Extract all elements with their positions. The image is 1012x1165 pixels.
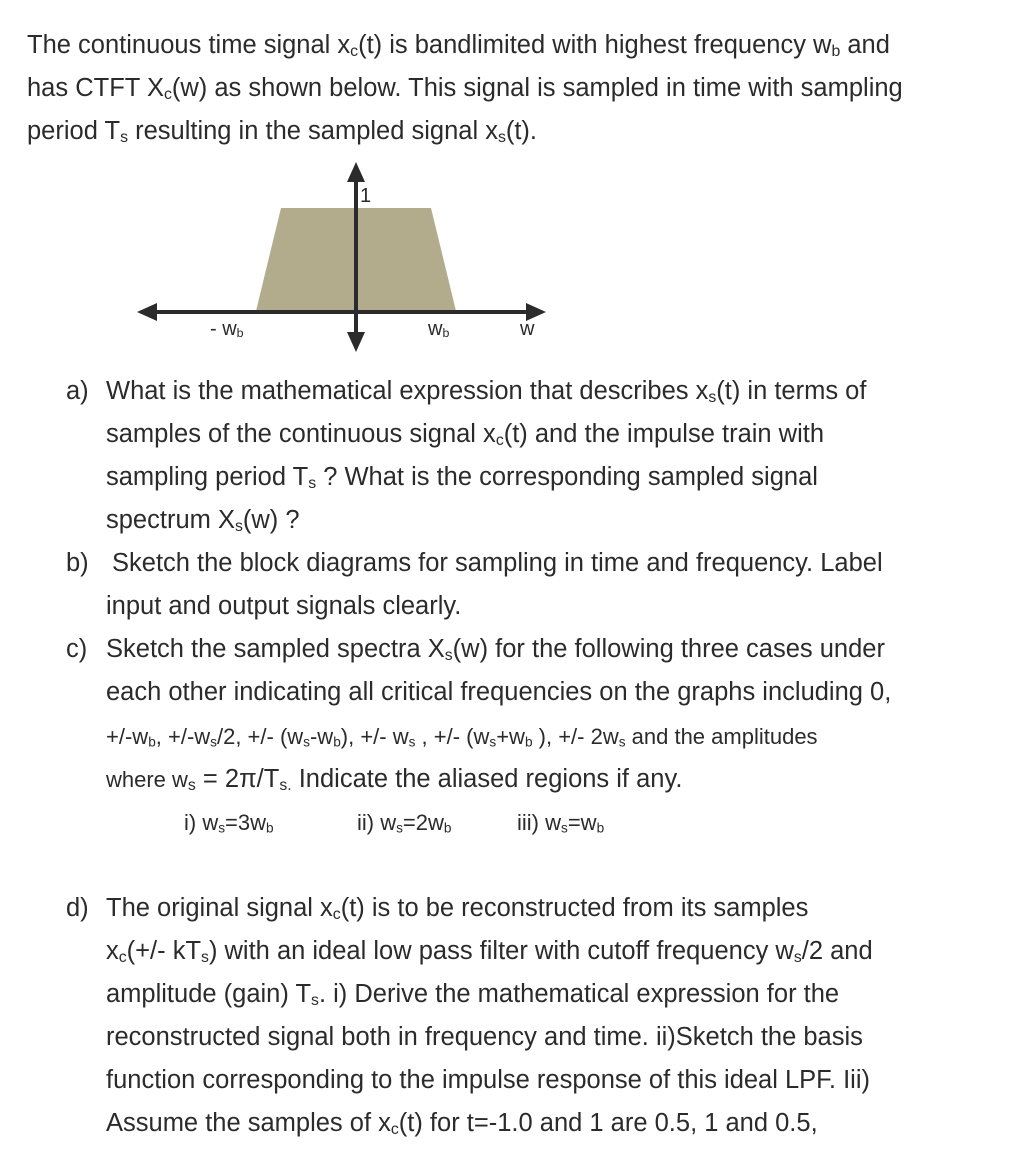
question-d-line-6: Assume the samples of $x_c(t)$ for t=-1.0 and 1 are 0.5, 1 and 0.5, (106, 1109, 818, 1138)
amplitude-axis-up-arrow (347, 162, 365, 182)
case-iii: iii) $w_s=w_b$ (517, 810, 605, 836)
question-a-line-2: samples of the continuous signal $x_c(t)$ and the impulse train with (106, 420, 825, 449)
question-b-marker: b) (66, 549, 89, 577)
question-d-line-5: function corresponding to the impulse response of this ideal LPF. Iii) (106, 1066, 871, 1094)
amplitude-axis-down-arrow (347, 332, 365, 352)
question-a-marker: a) (66, 377, 89, 405)
intro-line-1: The continuous time signal $x_c(t)$ is bandlimited with highest frequency $w_b$ and (27, 31, 890, 60)
intro-line-2: has CTFT $X_c(w)$ as shown below. This signal is sampled in time with sampling (27, 74, 903, 103)
question-b-line-1: Sketch the block diagrams for sampling in time and frequency. Label (112, 549, 883, 577)
question-c-marker: c) (66, 635, 88, 663)
amplitude-label: 1 (360, 185, 372, 207)
frequency-axis-left-arrow (137, 303, 157, 321)
question-a-line-1: What is the mathematical expression that describes $x_s(t)$ in terms of (106, 377, 867, 406)
intro-line-3: period $T_s$ resulting in the sampled signal $x_s(t)$. (27, 117, 538, 146)
question-d-line-4: reconstructed signal both in frequency and time. ii)Sketch the basis (106, 1023, 863, 1051)
question-c-line-2: each other indicating all critical frequencies on the graphs including 0, (106, 678, 892, 706)
tick-label-neg-wb: - $w_b$ (210, 318, 244, 341)
case-ii: ii) $w_s=2w_b$ (357, 810, 452, 836)
question-a-line-3: sampling period $T_s$ ? What is the corresponding sampled signal (106, 463, 818, 492)
question-d-line-1: The original signal $x_c(t)$ is to be reconstructed from its samples (106, 894, 809, 923)
question-d-line-3: amplitude (gain) $T_s$. i) Derive the mathematical expression for the (106, 980, 840, 1009)
axis-label-w: w (520, 318, 535, 340)
question-d-marker: d) (66, 894, 89, 922)
question-a-line-4: spectrum $X_s(w)$ ? (106, 506, 300, 535)
case-i: i) $w_s=3w_b$ (184, 810, 274, 836)
question-c-line-1: Sketch the sampled spectra $X_s(w)$ for the following three cases under (106, 635, 885, 664)
question-c-line-4: where $w_s = 2\pi/T_{s.}$ Indicate the aliased regions if any. (106, 765, 683, 794)
question-d-line-2: $x_c(+/-$ $kT_s$) with an ideal low pass filter with cutoff frequency $w_s/2$ and (106, 937, 873, 966)
question-c-line-3: $+/-w_b$, $+/-w_s/2$, +/- $(w_s-w_b)$, +/- $w_s$ , +/- ($w_s+w_b$ ), +/- $2w_s$ and the amplitudes (106, 724, 818, 750)
question-b-line-2: input and output signals clearly. (106, 592, 462, 620)
tick-label-wb: $w_b$ (428, 318, 450, 341)
